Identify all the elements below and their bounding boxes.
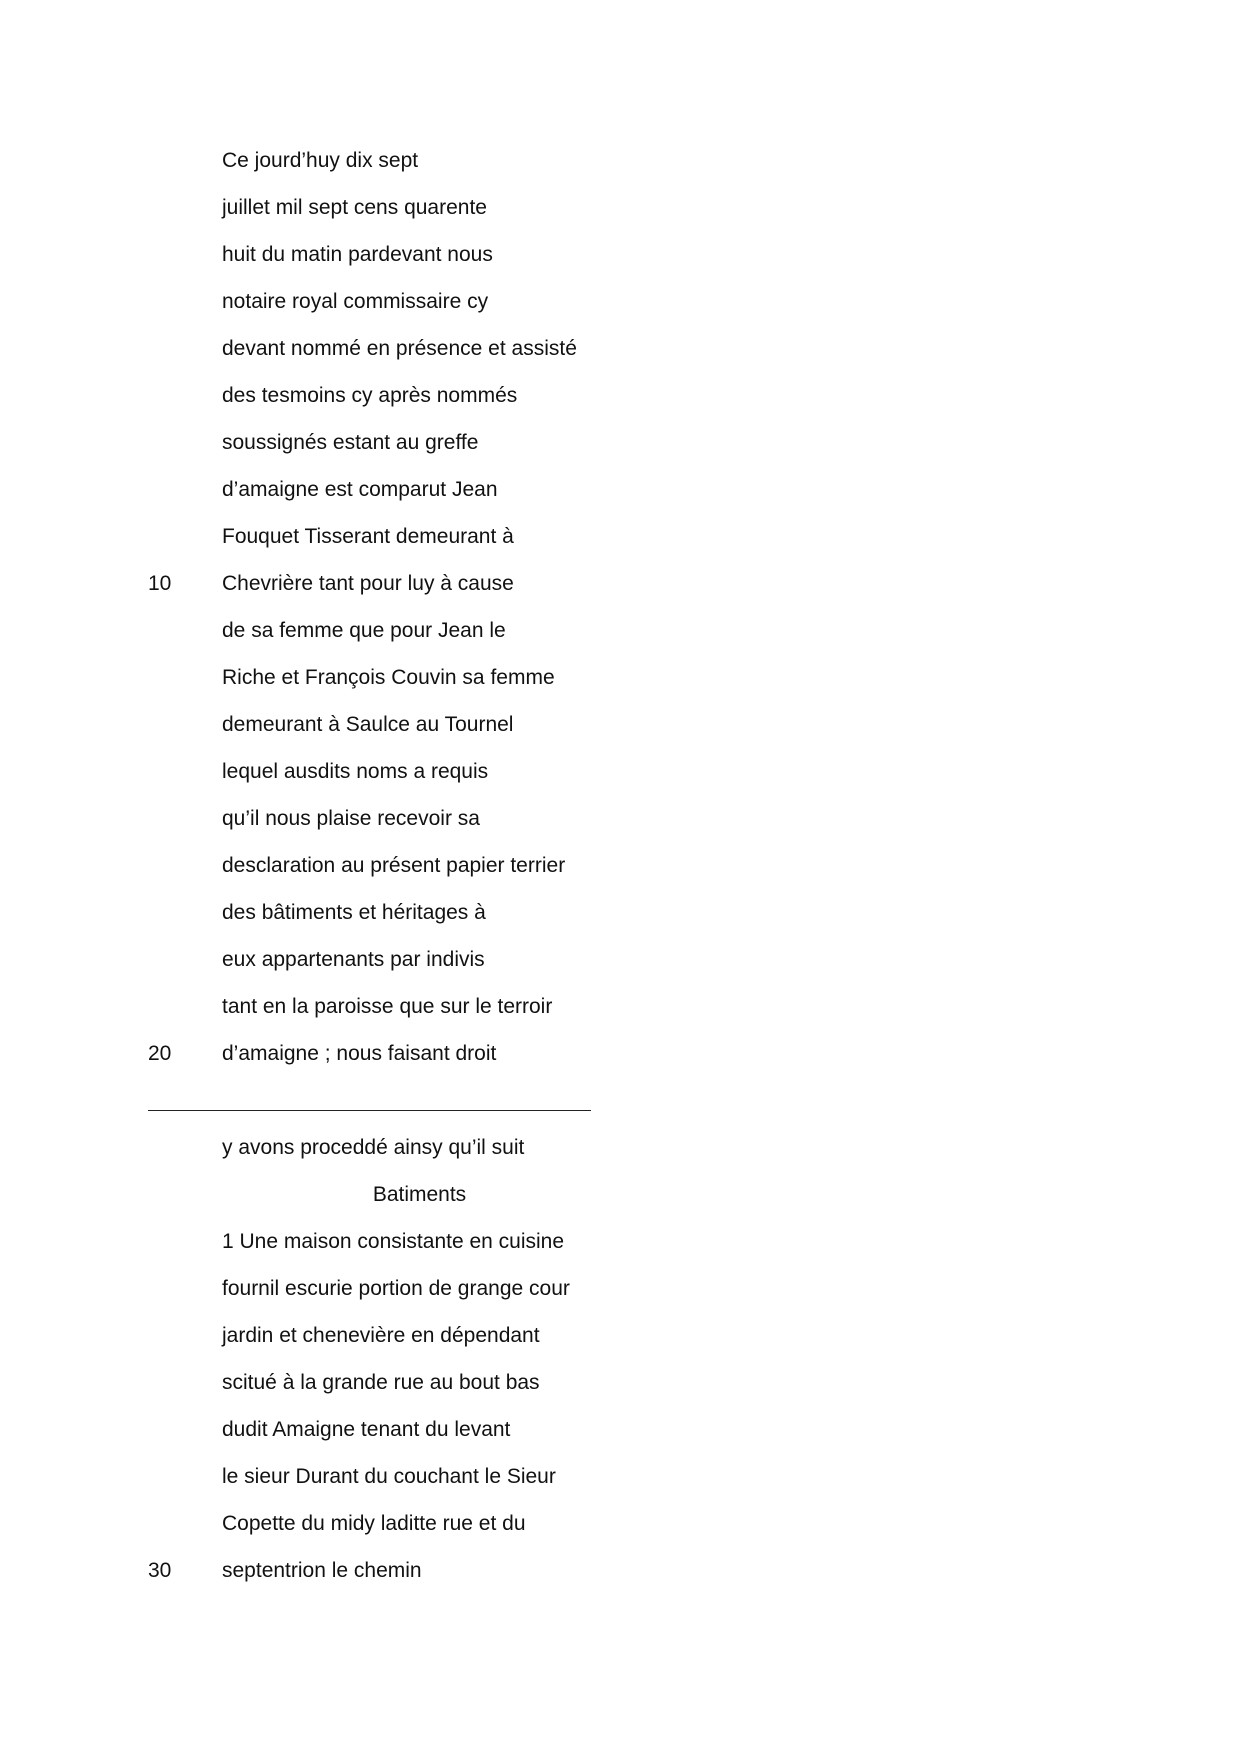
text-line <box>0 945 1239 992</box>
text-line <box>0 1368 1239 1415</box>
line-text: jardin et chenevière en dépendant <box>222 1324 540 1347</box>
line-text: d’amaigne est comparut Jean <box>222 478 498 501</box>
line-text: Fouquet Tisserant demeurant à <box>222 525 514 548</box>
line-text: 1 Une maison consistante en cuisine <box>222 1230 565 1253</box>
text-line <box>0 193 1239 240</box>
line-text: le sieur Durant du couchant le Sieur <box>222 1465 556 1488</box>
text-line <box>0 1556 1239 1603</box>
line-number: 30 <box>148 1559 172 1582</box>
text-line <box>0 522 1239 569</box>
line-text: Copette du midy laditte rue et du <box>222 1512 526 1535</box>
text-line <box>0 1509 1239 1556</box>
line-text: d’amaigne ; nous faisant droit <box>222 1042 497 1065</box>
line-text: demeurant à Saulce au Tournel <box>222 713 514 736</box>
text-line <box>0 710 1239 757</box>
text-line <box>0 475 1239 522</box>
section-intro: y avons proceddé ainsy qu’il suit <box>222 1136 525 1159</box>
line-text: fournil escurie portion de grange cour <box>222 1277 570 1300</box>
line-text: septentrion le chemin <box>222 1559 422 1582</box>
text-line <box>0 381 1239 428</box>
line-text: des tesmoins cy après nommés <box>222 384 518 407</box>
text-line <box>0 1462 1239 1509</box>
text-line <box>0 992 1239 1039</box>
text-line <box>0 569 1239 616</box>
text-line <box>0 240 1239 287</box>
line-text: qu’il nous plaise recevoir sa <box>222 807 480 830</box>
text-line <box>0 334 1239 381</box>
line-text: de sa femme que pour Jean le <box>222 619 506 642</box>
line-text: notaire royal commissaire cy <box>222 290 489 313</box>
text-line <box>0 1133 1239 1180</box>
line-text: eux appartenants par indivis <box>222 948 485 971</box>
text-line <box>0 1321 1239 1368</box>
text-line <box>0 1274 1239 1321</box>
line-text: tant en la paroisse que sur le terroir <box>222 995 553 1018</box>
line-text: devant nommé en présence et assisté <box>222 337 577 360</box>
text-line <box>0 851 1239 898</box>
text-line <box>0 757 1239 804</box>
text-line <box>0 287 1239 334</box>
line-text: scitué à la grande rue au bout bas <box>222 1371 540 1394</box>
line-text: lequel ausdits noms a requis <box>222 760 489 783</box>
text-line <box>0 146 1239 193</box>
section-heading: Batiments <box>372 1183 467 1206</box>
line-text: juillet mil sept cens quarente <box>222 196 487 219</box>
text-line <box>0 1415 1239 1462</box>
line-text: des bâtiments et héritages à <box>222 901 486 924</box>
line-text: Riche et François Couvin sa femme <box>222 666 555 689</box>
section-divider <box>148 1110 591 1111</box>
text-line <box>0 616 1239 663</box>
text-line <box>0 428 1239 475</box>
text-line <box>0 804 1239 851</box>
line-number: 10 <box>148 572 172 595</box>
line-text: huit du matin pardevant nous <box>222 243 493 266</box>
line-text: soussignés estant au greffe <box>222 431 479 454</box>
line-text: desclaration au présent papier terrier <box>222 854 566 877</box>
text-line <box>0 663 1239 710</box>
text-line <box>0 1039 1239 1086</box>
line-number: 20 <box>148 1042 172 1065</box>
text-line <box>0 898 1239 945</box>
line-text: Chevrière tant pour luy à cause <box>222 572 514 595</box>
text-line <box>0 1227 1239 1274</box>
line-text: dudit Amaigne tenant du levant <box>222 1418 511 1441</box>
line-text: Ce jourd’huy dix sept <box>222 149 419 172</box>
